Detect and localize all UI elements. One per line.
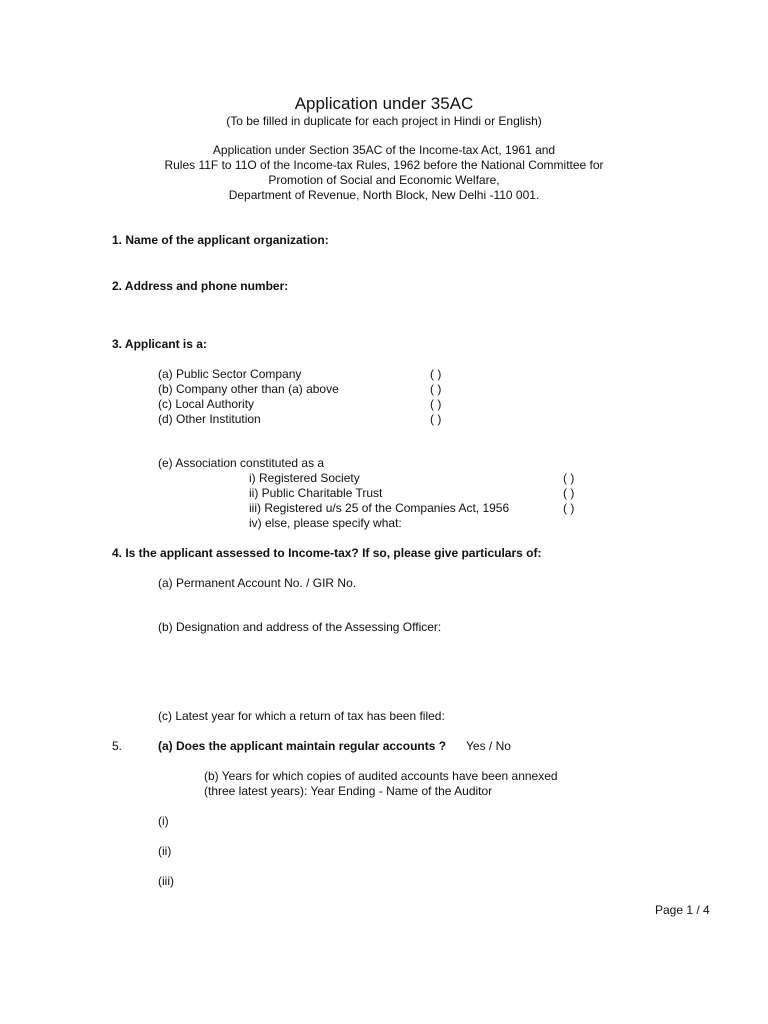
association-item-i-checkbox[interactable]: ( ) bbox=[563, 471, 575, 485]
intro-line-2: Rules 11F to 11O of the Income-tax Rules, 1962 before the National Committee for bbox=[164, 158, 604, 172]
association-item-i: i) Registered Society bbox=[249, 471, 360, 485]
option-c-checkbox[interactable]: ( ) bbox=[430, 397, 442, 411]
question-3-label: 3. Applicant is a: bbox=[112, 337, 207, 351]
question-5b-line-2: (three latest years): Year Ending - Name of the Auditor bbox=[204, 784, 493, 798]
option-b-label: (b) Company other than (a) above bbox=[158, 382, 339, 396]
association-item-ii: ii) Public Charitable Trust bbox=[249, 486, 383, 500]
page-subtitle: (To be filled in duplicate for each project in Hindi or English) bbox=[226, 114, 542, 128]
question-1-label: 1. Name of the applicant organization: bbox=[112, 233, 329, 247]
page-title: Application under 35AC bbox=[294, 94, 474, 113]
question-4c-label: (c) Latest year for which a return of tax has been filed: bbox=[158, 709, 445, 723]
question-5a-options: Yes / No bbox=[466, 739, 511, 753]
option-b-checkbox[interactable]: ( ) bbox=[430, 382, 442, 396]
option-d-checkbox[interactable]: ( ) bbox=[430, 412, 442, 426]
page-number: Page 1 / 4 bbox=[655, 903, 710, 917]
question-4a-label: (a) Permanent Account No. / GIR No. bbox=[158, 576, 357, 590]
intro-line-4: Department of Revenue, North Block, New Delhi -110 001. bbox=[228, 188, 540, 202]
auditor-row-i: (i) bbox=[158, 814, 169, 828]
question-4b-label: (b) Designation and address of the Assessing Officer: bbox=[158, 620, 442, 634]
option-c-label: (c) Local Authority bbox=[158, 397, 255, 411]
intro-line-3: Promotion of Social and Economic Welfare, bbox=[268, 173, 500, 187]
association-label: (e) Association constituted as a bbox=[158, 456, 325, 470]
question-5-number: 5. bbox=[112, 739, 123, 753]
question-2-label: 2. Address and phone number: bbox=[112, 279, 289, 293]
association-item-iii-checkbox[interactable]: ( ) bbox=[563, 501, 575, 515]
option-a-label: (a) Public Sector Company bbox=[158, 367, 302, 381]
auditor-row-iii: (iii) bbox=[158, 874, 174, 888]
question-5a-label: (a) Does the applicant maintain regular accounts ? bbox=[158, 739, 447, 753]
association-item-iii: iii) Registered u/s 25 of the Companies Act, 1956 bbox=[249, 501, 510, 515]
option-a-checkbox[interactable]: ( ) bbox=[430, 367, 442, 381]
question-4-label: 4. Is the applicant assessed to Income-tax? If so, please give particulars of: bbox=[112, 546, 542, 560]
association-item-iv: iv) else, please specify what: bbox=[249, 516, 402, 530]
question-5b-line-1: (b) Years for which copies of audited accounts have been annexed bbox=[204, 769, 558, 783]
auditor-row-ii: (ii) bbox=[158, 844, 172, 858]
intro-line-1: Application under Section 35AC of the Income-tax Act, 1961 and bbox=[212, 143, 556, 157]
association-item-ii-checkbox[interactable]: ( ) bbox=[563, 486, 575, 500]
option-d-label: (d) Other Institution bbox=[158, 412, 261, 426]
